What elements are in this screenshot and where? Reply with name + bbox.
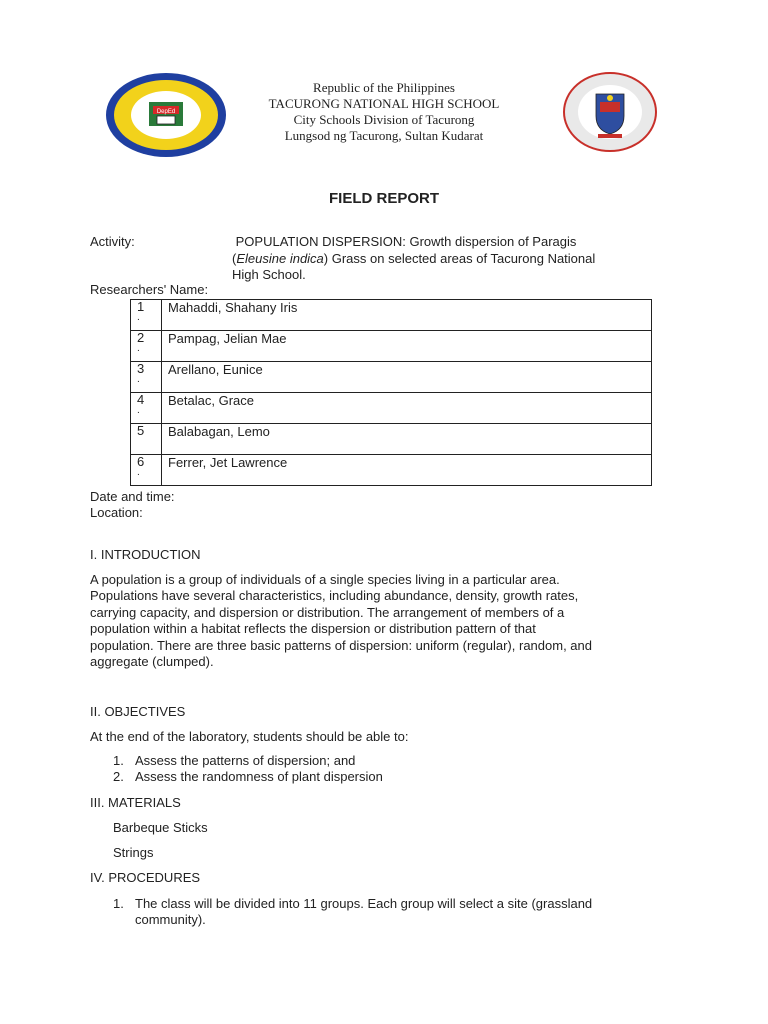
row-number: 6 . (131, 455, 162, 486)
researcher-name: Ferrer, Jet Lawrence (162, 455, 652, 486)
table-row (131, 424, 652, 455)
introduction-heading: I. INTRODUCTION (90, 547, 201, 562)
paragraph-line: Populations have several characteristics, including abundance, density, growth rates, (90, 588, 579, 604)
svg-text:DepEd: DepEd (156, 109, 176, 115)
header-division: City Schools Division of Tacurong (293, 112, 475, 127)
procedures-heading: IV. PROCEDURES (90, 870, 201, 885)
paragraph-line: population. There are three basic patterns of dispersion: uniform (regular), random, and (90, 637, 592, 653)
paragraph-line: carrying capacity, and dispersion or distribution. The arrangement of members of a (90, 604, 565, 620)
row-number: 4 . (131, 393, 162, 424)
table-row (131, 331, 652, 362)
paragraph-line: population within a habitat reflects the dispersion or distribution pattern of that (90, 621, 536, 637)
header-city: Lungsod ng Tacurong, Sultan Kudarat (284, 128, 484, 143)
objective-number: 1. (113, 753, 124, 768)
paragraph-line: aggregate (clumped). (90, 654, 214, 670)
researchers-label: Researchers' Name: (90, 282, 209, 297)
table-row (131, 300, 652, 331)
table-row (131, 393, 652, 424)
date-time-label: Date and time: (90, 489, 175, 504)
header-school-name: TACURONG NATIONAL HIGH SCHOOL (268, 96, 500, 111)
researcher-name: Mahaddi, Shahany Iris (162, 300, 652, 331)
header-republic: Republic of the Philippines (313, 80, 455, 95)
introduction-paragraph (90, 572, 690, 670)
table-row (131, 455, 652, 486)
activity-line-2: (Eleusine indica) Grass on selected areas of Tacurong National (232, 250, 596, 266)
objective-item: Assess the patterns of dispersion; and (135, 753, 356, 768)
material-item: Strings (113, 845, 154, 860)
procedure-item-line-2: community). (135, 912, 206, 927)
researcher-name: Betalac, Grace (162, 393, 652, 424)
activity-line-3: High School. (232, 267, 306, 282)
procedure-item-line-1: The class will be divided into 11 groups. Each group will select a site (grassland (135, 896, 593, 911)
objectives-heading: II. OBJECTIVES (90, 704, 186, 719)
location-label: Location: (90, 505, 143, 520)
paragraph-line: A population is a group of individuals of a single species living in a particular area. (90, 572, 560, 587)
material-item: Barbeque Sticks (113, 820, 208, 835)
researchers-table (130, 299, 652, 486)
deped-seal-logo (562, 72, 658, 152)
species-name: Eleusine indica (236, 250, 324, 266)
row-number: 2 . (131, 331, 162, 362)
activity-label: Activity: (90, 234, 135, 249)
objective-number: 2. (113, 769, 124, 784)
row-number: 1 . (131, 300, 162, 331)
procedure-number: 1. (113, 896, 124, 911)
researcher-name: Arellano, Eunice (162, 362, 652, 393)
school-seal-logo (105, 72, 227, 158)
objective-item: Assess the randomness of plant dispersion (135, 769, 383, 784)
materials-heading: III. MATERIALS (90, 795, 181, 810)
activity-text (232, 234, 595, 284)
researcher-name: Balabagan, Lemo (162, 424, 652, 455)
activity-line-1: POPULATION DISPERSION: Growth dispersion of Paragis (235, 234, 577, 249)
row-number: 3 . (131, 362, 162, 393)
page-title: FIELD REPORT (328, 190, 439, 207)
table-row (131, 362, 652, 393)
researcher-name: Pampag, Jelian Mae (162, 331, 652, 362)
objectives-intro: At the end of the laboratory, students should be able to: (90, 729, 409, 744)
row-number: 5 (131, 424, 162, 455)
